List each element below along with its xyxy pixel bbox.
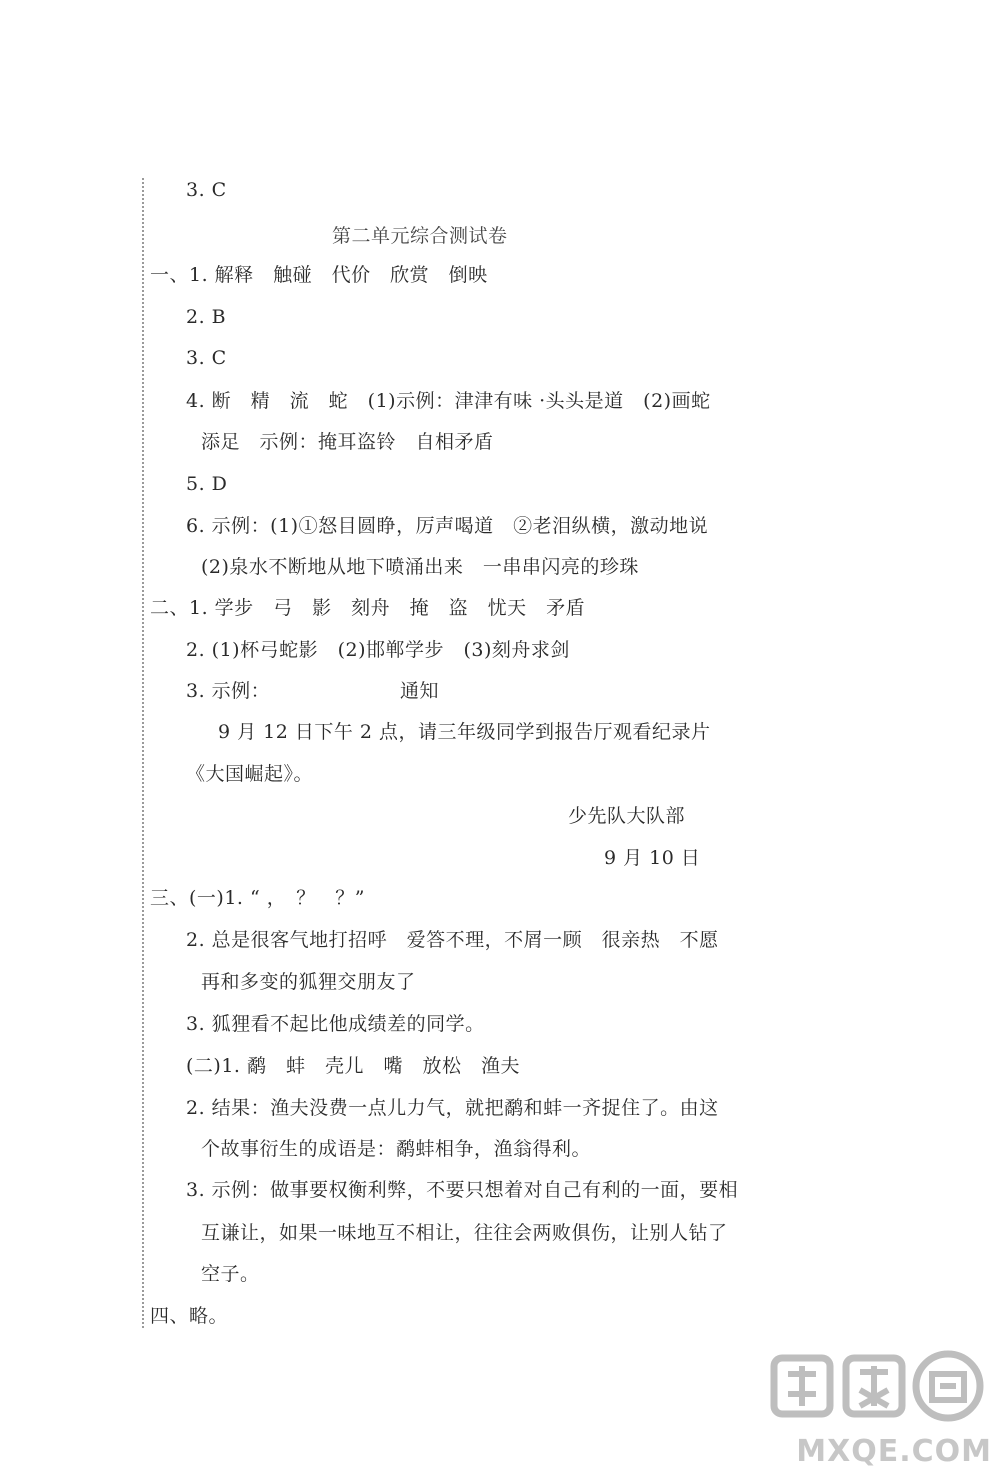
notice-body: 《大国崛起》。 bbox=[186, 763, 314, 785]
answer-line: 一、1. 解释 触碰 代价 欣赏 倒映 bbox=[150, 264, 488, 286]
binding-margin-rule bbox=[142, 178, 144, 1328]
answer-line: 2. 结果：渔夫没费一点儿力气，就把鹬和蚌一齐捉住了。由这 bbox=[186, 1097, 719, 1119]
notice-signature: 少先队大队部 bbox=[568, 805, 686, 827]
watermark-logo bbox=[770, 1344, 990, 1424]
answer-line: 四、略。 bbox=[150, 1305, 229, 1327]
answer-line: (2)泉水不断地从地下喷涌出来 一串串闪亮的珍珠 bbox=[201, 556, 639, 578]
section-title: 第二单元综合测试卷 bbox=[332, 225, 508, 247]
answer-line: 添足 示例：掩耳盗铃 自相矛盾 bbox=[201, 431, 494, 453]
notice-date: 9 月 10 日 bbox=[604, 847, 701, 869]
answer-line: 3. 示例： bbox=[186, 680, 271, 702]
answer-line: (二)1. 鹬 蚌 壳儿 嘴 放松 渔夫 bbox=[186, 1055, 520, 1077]
answer-line: 4. 断 精 流 蛇 (1)示例：津津有味 ·头头是道 (2)画蛇 bbox=[186, 390, 711, 412]
answer-line: 2. 总是很客气地打招呼 爱答不理，不屑一顾 很亲热 不愿 bbox=[186, 929, 719, 951]
answer-line: 5. D bbox=[186, 473, 228, 495]
notice-body: 9 月 12 日下午 2 点，请三年级同学到报告厅观看纪录片 bbox=[218, 721, 711, 743]
answer-line: 6. 示例：(1)①怒目圆睁，厉声喝道 ②老泪纵横，激动地说 bbox=[186, 515, 709, 537]
answer-line: 个故事衍生的成语是：鹬蚌相争，渔翁得利。 bbox=[201, 1138, 592, 1160]
answer-line: 3. C bbox=[186, 179, 227, 201]
answer-line: 3. C bbox=[186, 347, 227, 369]
notice-title: 通知 bbox=[400, 680, 440, 702]
answer-line: 3. 示例：做事要权衡利弊，不要只想着对自己有利的一面，要相 bbox=[186, 1179, 739, 1201]
answer-line: 2. (1)杯弓蛇影 (2)邯郸学步 (3)刻舟求剑 bbox=[186, 639, 570, 661]
watermark-site: MXQE.COM bbox=[796, 1434, 992, 1469]
watermark bbox=[742, 1344, 992, 1469]
answer-line: 互谦让，如果一味地互不相让，往往会两败俱伤，让别人钻了 bbox=[201, 1222, 728, 1244]
answer-line: 2. B bbox=[186, 306, 227, 328]
answer-line: 再和多变的狐狸交朋友了 bbox=[201, 971, 416, 993]
answer-line: 三、(一)1. “ ， ？ ？” bbox=[150, 887, 365, 909]
answer-line: 二、1. 学步 弓 影 刻舟 掩 盗 忧天 矛盾 bbox=[150, 597, 586, 619]
answer-line: 3. 狐狸看不起比他成绩差的同学。 bbox=[186, 1013, 485, 1035]
answer-line: 空子。 bbox=[201, 1263, 260, 1285]
